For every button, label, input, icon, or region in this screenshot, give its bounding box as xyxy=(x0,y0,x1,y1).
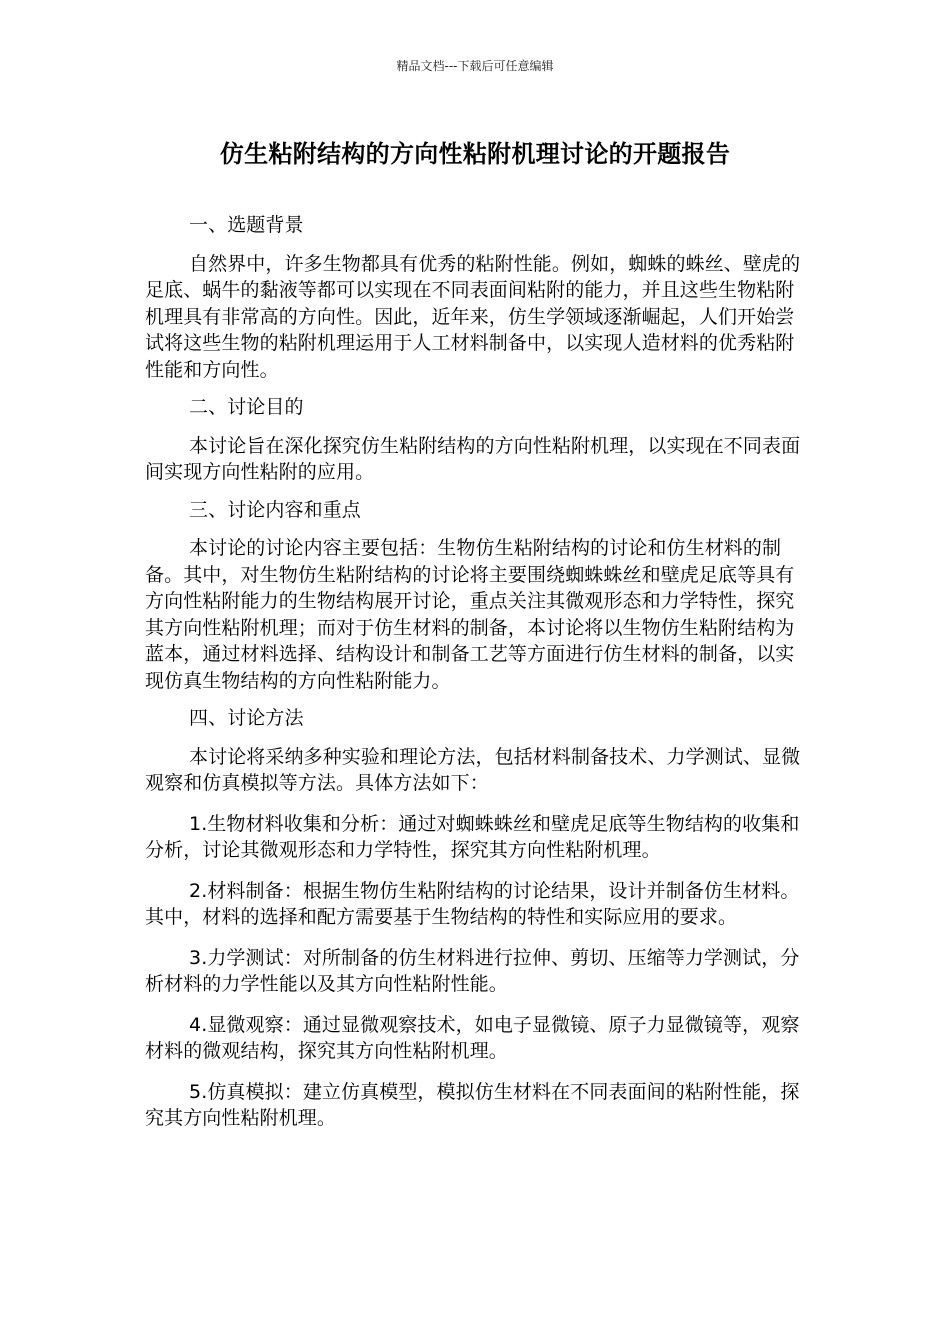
section-heading-content: 三、讨论内容和重点 xyxy=(189,498,361,521)
method-item-1: 1.生物材料收集和分析：通过对蜘蛛蛛丝和壁虎足底等生物结构的收集和分析，讨论其微观形态和力学特性，探究其方向性粘附机理。 xyxy=(145,812,800,861)
document-body xyxy=(145,212,810,1146)
method-item-5: 5.仿真模拟：建立仿真模型，模拟仿生材料在不同表面间的粘附性能，探究其方向性粘附机理。 xyxy=(145,1080,800,1129)
section-heading-purpose: 二、讨论目的 xyxy=(189,396,304,418)
method-item-4: 4.显微观察：通过显微观察技术，如电子显微镜、原子力显微镜等，观察材料的微观结构，探究其方向性粘附机理。 xyxy=(145,1013,800,1062)
section-paragraph-purpose: 本讨论旨在深化探究仿生粘附结构的方向性粘附机理，以实现在不同表面间实现方向性粘附的应用。 xyxy=(145,434,801,483)
method-item-2: 2.材料制备：根据生物仿生粘附结构的讨论结果，设计并制备仿生材料。其中，材料的选择和配方需要基于生物结构的特性和实际应用的要求。 xyxy=(145,879,800,928)
section-paragraph-background: 自然界中，许多生物都具有优秀的粘附性能。例如，蜘蛛的蛛丝、壁虎的足底、蜗牛的黏液等都可以实现在不同表面间粘附的能力，并且这些生物粘附机理具有非常高的方向性。因此，近年来，仿生学领域逐渐崛起，人们开始尝试将这些生物的粘附机理运用于人工材料制备中，以实现人造材料的优秀粘附性能和方向性。 xyxy=(145,252,801,381)
method-item-3: 3.力学测试：对所制备的仿生材料进行拉伸、剪切、压缩等力学测试，分析材料的力学性能以及其方向性粘附性能。 xyxy=(145,946,800,995)
section-paragraph-content: 本讨论的讨论内容主要包括：生物仿生粘附结构的讨论和仿生材料的制备。其中，对生物仿生粘附结构的讨论将主要围绕蜘蛛蛛丝和壁虎足底等具有方向性粘附能力的生物结构展开讨论，重点关注其微观形态和力学特性，探究其方向性粘附机理；而对于仿生材料的制备，本讨论将以生物仿生粘附结构为蓝本，通过材料选择、结构设计和制备工艺等方面进行仿生材料的制备，以实现仿真生物结构的方向性粘附能力。 xyxy=(145,537,795,692)
document-title: 仿生粘附结构的方向性粘附机理讨论的开题报告 xyxy=(219,140,731,168)
section-heading-methods: 四、讨论方法 xyxy=(189,707,304,729)
page-header: 精品文档---下载后可任意编辑 xyxy=(396,59,554,73)
section-heading-background: 一、选题背景 xyxy=(189,214,304,236)
section-paragraph-methods: 本讨论将采纳多种实验和理论方法，包括材料制备技术、力学测试、显微观察和仿真模拟等方法。具体方法如下： xyxy=(145,745,801,794)
